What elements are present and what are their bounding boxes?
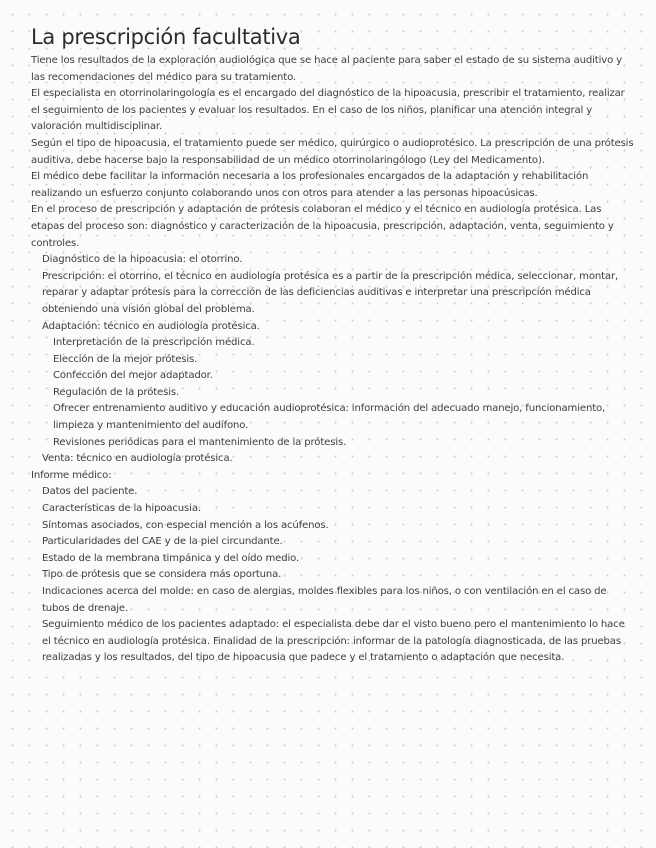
- stage-diagnosis: Diagnóstico de la hipoacusia: el otorrino.: [42, 254, 243, 266]
- report-item: Indicaciones acerca del molde: en caso de alergias, moldes flexibles para los niños, o con ventilación en el caso de tubos de drenaje.: [42, 586, 607, 614]
- adaptation-item: Regulación de la prótesis.: [53, 386, 180, 398]
- report-item: Características de la hipoacusia.: [42, 503, 201, 515]
- report-item: Estado de la membrana timpánica y del oído medio.: [42, 552, 300, 564]
- stage-sale: Venta: técnico en audiología protésica.: [42, 453, 233, 465]
- adaptation-item: Ofrecer entrenamiento auditivo y educación audioprotésica: información del adecuado manejo, funcionamiento, limpieza y mantenimiento del audífono.: [53, 403, 606, 432]
- report-item: Particularidades del CAE y de la piel circundante.: [42, 536, 283, 548]
- paragraph-process: En el proceso de prescripción y adaptación de prótesis colaboran el médico y el técnico en audiología protésica. Las etapas del proceso son: diagnóstico y caracterización de la hipoacusia, prescripción, adaptación, venta, seguimiento y controles.: [31, 204, 614, 249]
- paragraph-specialist: El especialista en otorrinolaringología es el encargado del diagnóstico de la hipoacusia, prescribir el tratamiento, realizar el seguimiento de los pacientes y evaluar los resultados. En el caso de los niños, planificar una atención integral y valoración multidisciplinar.: [31, 88, 625, 133]
- adaptation-item: Confección del mejor adaptador.: [53, 370, 213, 382]
- report-item: Síntomas asociados, con especial mención a los acúfenos.: [42, 519, 329, 531]
- paragraph-intro: Tiene los resultados de la exploración audiológica que se hace al paciente para saber el estado de su sistema auditivo y las recomendaciones del médico para su tratamiento.: [31, 55, 622, 83]
- paragraph-treatment: Según el tipo de hipoacusia, el tratamiento puede ser médico, quirúrgico o audioprotésico. La prescripción de una prótesis auditiva, debe hacerse bajo la responsabilidad de un médico otorrinolaringólogo (Ley del Medicamento).: [31, 137, 634, 166]
- report-item: Tipo de prótesis que se considera más oportuna.: [42, 569, 282, 581]
- report-heading: Informe médico:: [31, 469, 112, 481]
- paragraph-collaboration: El médico debe facilitar la información necesaria a los profesionales encargados de la adaptación y rehabilitación realizando un esfuerzo conjunto colaborando unos con otros para atender a las personas hipoacúsicas.: [31, 171, 589, 199]
- stage-adaptation: Adaptación: técnico en audiología protésica.: [42, 320, 260, 332]
- adaptation-item: Elección de la mejor prótesis.: [53, 353, 198, 365]
- page-title: La prescripción facultativa: [31, 25, 301, 49]
- report-item: Seguimiento médico de los pacientes adaptado: el especialista debe dar el visto bueno pero el mantenimiento lo hace el técnico en audiología protésica. Finalidad de la prescripción: informar de la patología diagnosticada, de las pruebas realizadas y los resultados, del tipo de hipoacusia que padece y el tratamiento o adaptación que necesita.: [42, 619, 625, 664]
- adaptation-item: Revisiones periódicas para el mantenimiento de la prótesis.: [53, 436, 347, 448]
- adaptation-item: Interpretación de la prescripción médica.: [53, 337, 255, 349]
- report-item: Datos del paciente.: [42, 486, 138, 498]
- stage-prescription: Prescripción: el otorrino, el técnico en audiología protésica es a partir de la prescripción médica, seleccionar, montar, reparar y adaptar prótesis para la corrección de las deficiencias auditivas e interpretar una prescripción médica obteniendo una visión global del problema.: [42, 270, 619, 315]
